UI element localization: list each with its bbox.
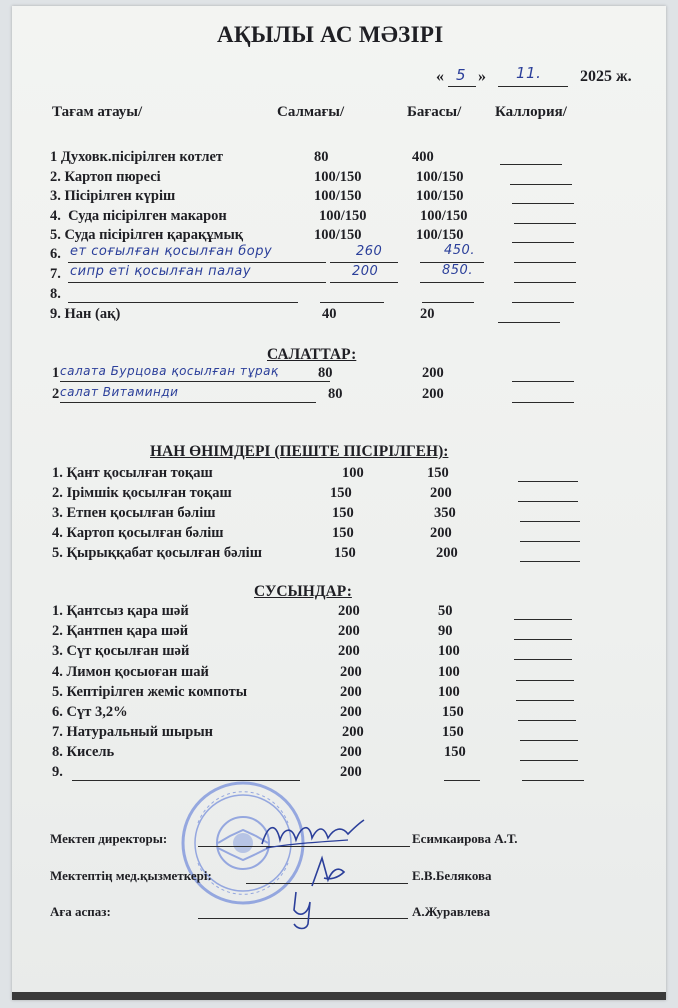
list-item: 1. Қант қосылған тоқаш [52, 465, 213, 481]
item-price: 100/150 [416, 227, 464, 243]
item-price: 100/150 [416, 188, 464, 204]
calorie-blank [522, 780, 584, 781]
item-weight: 100 [342, 465, 364, 481]
item-price: 150 [442, 724, 464, 740]
item-weight: 150 [330, 485, 352, 501]
item-weight: 100/150 [319, 208, 367, 224]
calorie-blank [516, 680, 574, 681]
item-price: 90 [438, 623, 453, 639]
calorie-blank [512, 242, 574, 243]
calorie-blank [514, 223, 576, 224]
item-number: 1 [52, 365, 60, 381]
item-weight: 200 [338, 623, 360, 639]
weight-line [320, 302, 384, 303]
handwritten-weight: 200 [352, 264, 379, 279]
list-item: 7. Натуральный шырын [52, 724, 214, 740]
handwritten-item-name: салат Витаминди [60, 385, 179, 399]
list-item: 3. Етпен қосылған бәліш [52, 505, 216, 521]
item-price: 200 [430, 525, 452, 541]
date-month: 11. [516, 64, 542, 82]
list-item: 4. Картоп қосылған бәліш [52, 525, 224, 541]
signature-role-chef: Аға аспаз: [50, 904, 111, 919]
calorie-blank [510, 184, 572, 185]
calorie-blank [512, 302, 574, 303]
item-number: 9. [52, 764, 63, 780]
item-price: 20 [420, 306, 435, 322]
calorie-blank [520, 561, 580, 562]
item-weight: 200 [340, 664, 362, 680]
item-price: 150 [442, 704, 464, 720]
signature-chef [280, 888, 330, 932]
item-price: 200 [422, 386, 444, 402]
item-weight: 200 [340, 744, 362, 760]
calorie-blank [512, 203, 574, 204]
calorie-blank [518, 481, 578, 482]
handwritten-price: 450. [444, 243, 475, 258]
item-number: 8. [50, 286, 61, 302]
date-open-quote: « [436, 68, 444, 85]
price-line [444, 780, 480, 781]
price-line [422, 302, 474, 303]
signature-role-medic: Мектептің мед.қызметкері: [50, 868, 212, 883]
list-item: 2. Картоп пюресі [50, 169, 161, 185]
item-price: 200 [436, 545, 458, 561]
calorie-blank [518, 720, 576, 721]
item-weight: 200 [338, 603, 360, 619]
signature-director [258, 814, 368, 854]
item-price: 150 [427, 465, 449, 481]
date-day: 5 [456, 66, 467, 84]
item-price: 100/150 [420, 208, 468, 224]
list-item: 2. Қантпен қара шәй [52, 623, 189, 639]
item-weight: 200 [340, 684, 362, 700]
handwritten-price: 850. [442, 263, 473, 278]
section-title-salads: САЛАТТАР: [267, 346, 357, 363]
list-item: 4. Суда пісірілген макарон [50, 208, 227, 224]
section-title-bakery: НАН ӨНІМДЕРІ (ПЕШТЕ ПІСІРІЛГЕН): [150, 443, 449, 460]
header-calories: Каллория/ [495, 104, 567, 120]
name-line [68, 302, 298, 303]
item-weight: 200 [342, 724, 364, 740]
name-line [60, 381, 330, 382]
item-weight: 40 [322, 306, 337, 322]
handwritten-item-name: сипр еті қосылған палау [70, 264, 252, 279]
item-number: 7. [50, 266, 61, 282]
item-price: 100 [438, 684, 460, 700]
item-price: 100 [438, 643, 460, 659]
item-weight: 80 [328, 386, 343, 402]
list-item: 5. Кептірілген жеміс компоты [52, 684, 248, 700]
item-number: 2 [52, 386, 60, 402]
item-weight: 200 [338, 643, 360, 659]
list-item: 9. Нан (ақ) [50, 306, 121, 322]
calorie-blank [498, 322, 560, 323]
signature-name-chef: А.Журавлева [412, 904, 491, 919]
calorie-blank [512, 381, 574, 382]
page-title: АҚЫЛЫ АС МӘЗІРІ [217, 22, 444, 47]
list-item: 5. Қырыққабат қосылған бәліш [52, 545, 262, 561]
handwritten-weight: 260 [356, 244, 383, 259]
name-line [68, 262, 326, 263]
handwritten-item-name: салата Бурцова қосылған тұрақ [60, 364, 279, 378]
item-weight: 200 [340, 704, 362, 720]
calorie-blank [514, 262, 576, 263]
item-price: 200 [430, 485, 452, 501]
name-line [60, 402, 316, 403]
calorie-blank [514, 659, 572, 660]
header-name: Тағам атауы/ [52, 104, 143, 120]
item-weight: 150 [332, 505, 354, 521]
list-item: 1. Қантсыз қара шәй [52, 603, 189, 619]
list-item: 3. Сүт қосылған шәй [52, 643, 190, 659]
list-item: 8. Кисель [52, 744, 115, 760]
item-weight: 150 [332, 525, 354, 541]
price-line [420, 282, 484, 283]
signature-role-director: Мектеп директоры: [50, 831, 168, 846]
section-title-drinks: СУСЫНДАР: [254, 583, 352, 600]
item-weight: 150 [334, 545, 356, 561]
handwritten-item-name: ет соғылған қосылған бору [70, 244, 273, 259]
date-month-line [498, 86, 568, 87]
date-day-line [448, 86, 476, 87]
item-price: 100/150 [416, 169, 464, 185]
list-item: 3. Пісірілген күріш [50, 188, 176, 204]
item-weight: 100/150 [314, 227, 362, 243]
calorie-blank [518, 501, 578, 502]
name-line [68, 282, 326, 283]
item-price: 350 [434, 505, 456, 521]
calorie-blank [514, 619, 572, 620]
item-weight: 100/150 [314, 169, 362, 185]
signature-name-director: Есимкаирова А.Т. [412, 831, 518, 846]
calorie-blank [520, 541, 580, 542]
calorie-blank [500, 164, 562, 165]
date-close-quote: » [478, 68, 486, 85]
list-item: 2. Ірімшік қосылған тоқаш [52, 485, 232, 501]
header-weight: Салмағы/ [277, 104, 345, 120]
item-weight: 200 [340, 764, 362, 780]
list-item: 1 Духовк.пісірілген котлет [50, 149, 224, 165]
item-price: 100 [438, 664, 460, 680]
list-item: 6. Сүт 3,2% [52, 704, 128, 720]
signature-medic [304, 852, 354, 892]
list-item: 5. Суда пісірілген қарақұмық [50, 227, 244, 243]
item-price: 150 [444, 744, 466, 760]
item-weight: 80 [318, 365, 333, 381]
item-price: 400 [412, 149, 434, 165]
calorie-blank [516, 700, 574, 701]
list-item: 4. Лимон қосыоған шай [52, 664, 209, 680]
item-number: 6. [50, 246, 61, 262]
calorie-blank [514, 282, 576, 283]
item-weight: 80 [314, 149, 329, 165]
date-year: 2025 ж. [580, 68, 632, 85]
weight-line [330, 262, 398, 263]
calorie-blank [520, 760, 578, 761]
signature-name-medic: Е.В.Белякова [412, 868, 492, 883]
item-price: 50 [438, 603, 453, 619]
menu-page [12, 6, 666, 1000]
calorie-blank [520, 521, 580, 522]
calorie-blank [520, 740, 578, 741]
calorie-blank [514, 639, 572, 640]
weight-line [330, 282, 398, 283]
calorie-blank [512, 402, 574, 403]
item-price: 200 [422, 365, 444, 381]
header-price: Бағасы/ [407, 104, 462, 120]
item-weight: 100/150 [314, 188, 362, 204]
